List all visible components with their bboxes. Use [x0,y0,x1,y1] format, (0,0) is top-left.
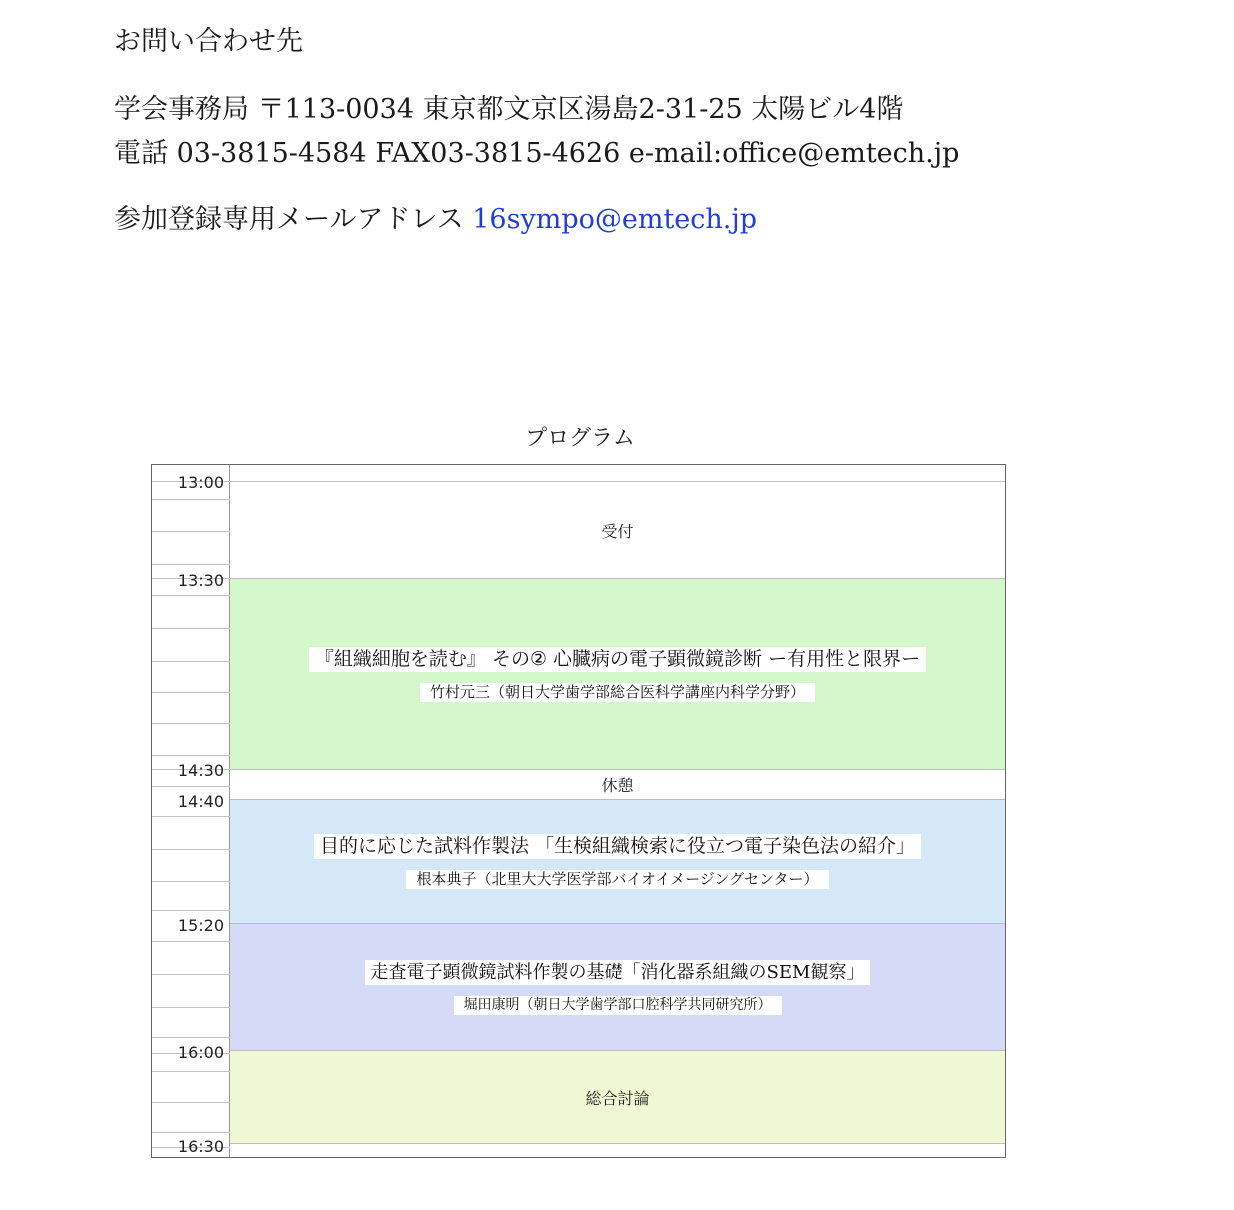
talk-title: 走査電子顕微鏡試料作製の基礎「消化器系組織のSEM観察」 [365,960,871,985]
time-label-1430: 14:30 [177,761,224,780]
time-tick [152,499,230,500]
time-tick [152,974,230,975]
registration-line [114,200,1114,240]
session-talk-2 [230,799,1005,923]
time-tick [152,1132,230,1133]
time-tick [152,755,230,756]
time-tick [152,941,230,942]
time-tick [152,628,230,629]
program-title: プログラム [525,426,635,451]
talk-title: 『組織細胞を読む』 その② 心臓病の電子顕微鏡診断 ー有用性と限界ー [309,647,926,672]
talk-speaker: 竹村元三（朝日大学歯学部総合医科学講座内科学分野） [420,683,815,702]
time-tick [152,816,230,817]
time-tick [152,786,230,787]
session-label: 受付 [601,521,634,541]
time-tick [152,881,230,882]
time-tick [152,564,230,565]
talk-speaker: 根本典子（北里大大学医学部バイオイメージングセンター） [406,870,828,889]
session-discussion [230,1050,1005,1144]
registration-label: 参加登録専用メールアドレス [114,204,464,235]
talk-speaker: 堀田康明（朝日大学歯学部口腔科学共同研究所） [454,996,782,1015]
time-label-1600: 16:00 [177,1043,224,1062]
session-talk-1 [230,578,1005,769]
time-label-1330: 13:30 [177,571,224,590]
phone-line: 電話 03-3815-4584 FAX03-3815-4626 e-mail:office@emtech.jp [114,138,960,169]
registration-email-link[interactable]: 16sympo@emtech.jp [472,204,758,235]
talk-title: 目的に応じた試料作製法 「生検組織検索に役立つ電子染色法の紹介」 [314,834,921,859]
session-reception [230,481,1005,578]
time-tick [152,595,230,596]
address-line: 学会事務局 〒113-0034 東京都文京区湯島2-31-25 太陽ビル4階 [114,94,904,125]
contact-section [114,22,1114,240]
time-label-1440: 14:40 [177,792,224,811]
time-tick [152,692,230,693]
time-tick [152,910,230,911]
time-tick [152,531,230,532]
time-tick [152,1071,230,1072]
time-label-1300: 13:00 [177,473,224,492]
time-label-1520: 15:20 [177,916,224,935]
session-label: 休憩 [601,776,634,795]
program-schedule [151,464,1006,1158]
time-tick [152,849,230,850]
time-tick [152,1037,230,1038]
contact-address-block [114,88,1114,176]
contact-heading: お問い合わせ先 [114,26,303,57]
time-tick [152,1007,230,1008]
time-tick [152,723,230,724]
time-label-1630: 16:30 [177,1137,224,1156]
session-label: 総合討論 [585,1088,650,1108]
session-talk-3 [230,923,1005,1050]
time-column [152,465,230,1157]
session-break [230,769,1005,799]
time-tick [152,1102,230,1103]
time-tick [152,661,230,662]
